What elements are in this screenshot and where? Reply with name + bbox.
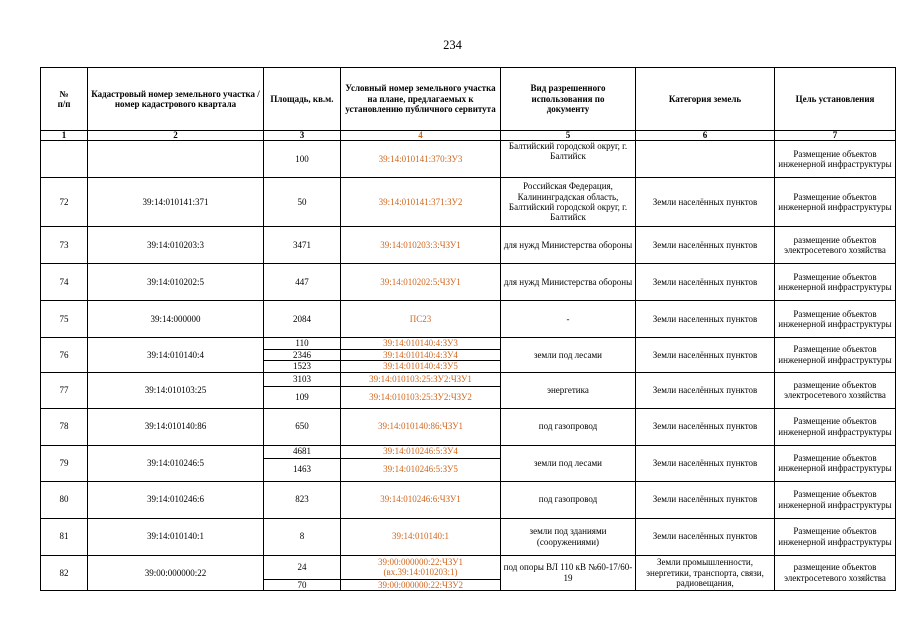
purpose: Размещение объектов инженерной инфраструктуры	[775, 141, 896, 178]
table-row	[41, 445, 896, 458]
column-number: 4	[341, 131, 501, 141]
row-number: 82	[41, 555, 88, 590]
row-number: 80	[41, 481, 88, 518]
row-number	[41, 141, 88, 178]
purpose: Размещение объектов инженерной инфраструктуры	[775, 301, 896, 338]
condition-number: 39:00:000000:22:ЧЗУ1 (вх.39:14:010203:1)	[341, 555, 501, 579]
condition-number: 39:14:010140:4:ЗУ4	[341, 349, 501, 361]
area: 4681	[264, 445, 341, 458]
area: 109	[264, 386, 341, 408]
cadastral-number: 39:14:010140:4	[88, 338, 264, 373]
row-number: 74	[41, 264, 88, 301]
land-category: Земли населённых пунктов	[636, 227, 775, 264]
row-number: 76	[41, 338, 88, 373]
header-row	[41, 68, 896, 131]
area: 3471	[264, 227, 341, 264]
cadastral-number	[88, 141, 264, 178]
permitted-use: Балтийский городской округ, г. Балтийск	[501, 141, 636, 178]
land-category: Земли населённых пунктов	[636, 445, 775, 481]
column-number: 6	[636, 131, 775, 141]
header-cell: Кадастровый номер земельного участка /номер кадастрового квартала	[88, 68, 264, 131]
column-number: 5	[501, 131, 636, 141]
table-row	[41, 227, 896, 264]
land-category: Земли населённых пунктов	[636, 338, 775, 373]
row-number: 77	[41, 372, 88, 408]
page-number: 234	[443, 38, 462, 52]
row-number: 72	[41, 178, 88, 227]
header-cell: Цель установления	[775, 68, 896, 131]
area: 110	[264, 338, 341, 350]
land-category: Земли промышленности, энергетики, транспорта, связи, радиовещания,	[636, 555, 775, 590]
table-row	[41, 141, 896, 178]
column-number: 3	[264, 131, 341, 141]
table-row	[41, 518, 896, 555]
permitted-use: земли под зданиями (сооружениями)	[501, 518, 636, 555]
purpose: Размещение объектов инженерной инфраструктуры	[775, 338, 896, 373]
header-cell: Вид разрешенного использования по документу	[501, 68, 636, 131]
condition-number: 39:14:010141:370:ЗУ3	[341, 141, 501, 178]
area: 2084	[264, 301, 341, 338]
permitted-use: земли под лесами	[501, 338, 636, 373]
row-number: 78	[41, 408, 88, 445]
cadastral-number: 39:14:010140:86	[88, 408, 264, 445]
purpose: Размещение объектов инженерной инфраструктуры	[775, 408, 896, 445]
area: 70	[264, 579, 341, 590]
area: 50	[264, 178, 341, 227]
area: 24	[264, 555, 341, 579]
permitted-use: -	[501, 301, 636, 338]
header-cell: Категория земель	[636, 68, 775, 131]
condition-number: ПС23	[341, 301, 501, 338]
cadastral-number: 39:14:010103:25	[88, 372, 264, 408]
purpose: Размещение объектов инженерной инфраструктуры	[775, 481, 896, 518]
permitted-use: земли под лесами	[501, 445, 636, 481]
area: 823	[264, 481, 341, 518]
permitted-use: энергетика	[501, 372, 636, 408]
purpose: размещение объектов электросетевого хозяйства	[775, 227, 896, 264]
permitted-use: для нужд Министерства обороны	[501, 264, 636, 301]
table-row	[41, 481, 896, 518]
area: 8	[264, 518, 341, 555]
condition-number: 39:14:010103:25:ЗУ2:ЧЗУ1	[341, 372, 501, 386]
condition-number: 39:14:010103:25:ЗУ2:ЧЗУ2	[341, 386, 501, 408]
cadastral-number: 39:14:010140:1	[88, 518, 264, 555]
table-row	[41, 178, 896, 227]
purpose: размещение объектов электросетевого хозяйства	[775, 555, 896, 590]
cadastral-number: 39:14:010202:5	[88, 264, 264, 301]
permitted-use: Российская Федерация, Калининградская область, Балтийский городской округ, г. Балтийск	[501, 178, 636, 227]
row-number: 79	[41, 445, 88, 481]
cadastral-number: 39:14:010246:6	[88, 481, 264, 518]
area: 100	[264, 141, 341, 178]
row-number: 75	[41, 301, 88, 338]
land-category: Земли населенных пунктов	[636, 301, 775, 338]
table-row	[41, 408, 896, 445]
header-cell: № п/п	[41, 68, 88, 131]
purpose: размещение объектов электросетевого хозяйства	[775, 372, 896, 408]
cadastral-number: 39:14:010141:371	[88, 178, 264, 227]
condition-number: 39:14:010246:5:ЗУ4	[341, 445, 501, 458]
land-category: Земли населённых пунктов	[636, 372, 775, 408]
condition-number: 39:14:010140:86:ЧЗУ1	[341, 408, 501, 445]
land-category: Земли населённых пунктов	[636, 518, 775, 555]
cadastral-number: 39:00:000000:22	[88, 555, 264, 590]
permitted-use: под опоры ВЛ 110 кВ №60-17/60-19	[501, 555, 636, 590]
header-cell: Условный номер земельного участка на плане, предлагаемых к установлению публичного сервитута	[341, 68, 501, 131]
land-category	[636, 141, 775, 178]
area: 447	[264, 264, 341, 301]
condition-number: 39:14:010203:3:ЧЗУ1	[341, 227, 501, 264]
cadastral-number: 39:14:010203:3	[88, 227, 264, 264]
land-category: Земли населённых пунктов	[636, 178, 775, 227]
condition-number: 39:14:010202:5:ЧЗУ1	[341, 264, 501, 301]
cadastral-number: 39:14:000000	[88, 301, 264, 338]
condition-number: 39:00:000000:22:ЧЗУ2	[341, 579, 501, 590]
land-category: Земли населённых пунктов	[636, 481, 775, 518]
table-row	[41, 301, 896, 338]
land-category: Земли населённых пунктов	[636, 264, 775, 301]
row-number: 81	[41, 518, 88, 555]
area: 650	[264, 408, 341, 445]
purpose: Размещение объектов инженерной инфраструктуры	[775, 178, 896, 227]
area: 1523	[264, 361, 341, 373]
land-category: Земли населённых пунктов	[636, 408, 775, 445]
table-row	[41, 338, 896, 350]
permitted-use: под газопровод	[501, 481, 636, 518]
condition-number: 39:14:010246:5:ЗУ5	[341, 458, 501, 481]
table-row	[41, 372, 896, 386]
column-number: 1	[41, 131, 88, 141]
condition-number: 39:14:010140:4:ЗУ3	[341, 338, 501, 350]
row-number: 73	[41, 227, 88, 264]
permitted-use: для нужд Министерства обороны	[501, 227, 636, 264]
purpose: Размещение объектов инженерной инфраструктуры	[775, 445, 896, 481]
column-number-row	[41, 131, 896, 141]
area: 3103	[264, 372, 341, 386]
column-number: 2	[88, 131, 264, 141]
table-row	[41, 555, 896, 579]
permitted-use: под газопровод	[501, 408, 636, 445]
area: 2346	[264, 349, 341, 361]
column-number: 7	[775, 131, 896, 141]
header-cell: Площадь, кв.м.	[264, 68, 341, 131]
condition-number: 39:14:010141:371:ЗУ2	[341, 178, 501, 227]
area: 1463	[264, 458, 341, 481]
condition-number: 39:14:010140:4:ЗУ5	[341, 361, 501, 373]
purpose: Размещение объектов инженерной инфраструктуры	[775, 264, 896, 301]
servitude-table	[40, 67, 896, 591]
purpose: Размещение объектов инженерной инфраструктуры	[775, 518, 896, 555]
table-row	[41, 264, 896, 301]
condition-number: 39:14:010140:1	[341, 518, 501, 555]
cadastral-number: 39:14:010246:5	[88, 445, 264, 481]
condition-number: 39:14:010246:6:ЧЗУ1	[341, 481, 501, 518]
